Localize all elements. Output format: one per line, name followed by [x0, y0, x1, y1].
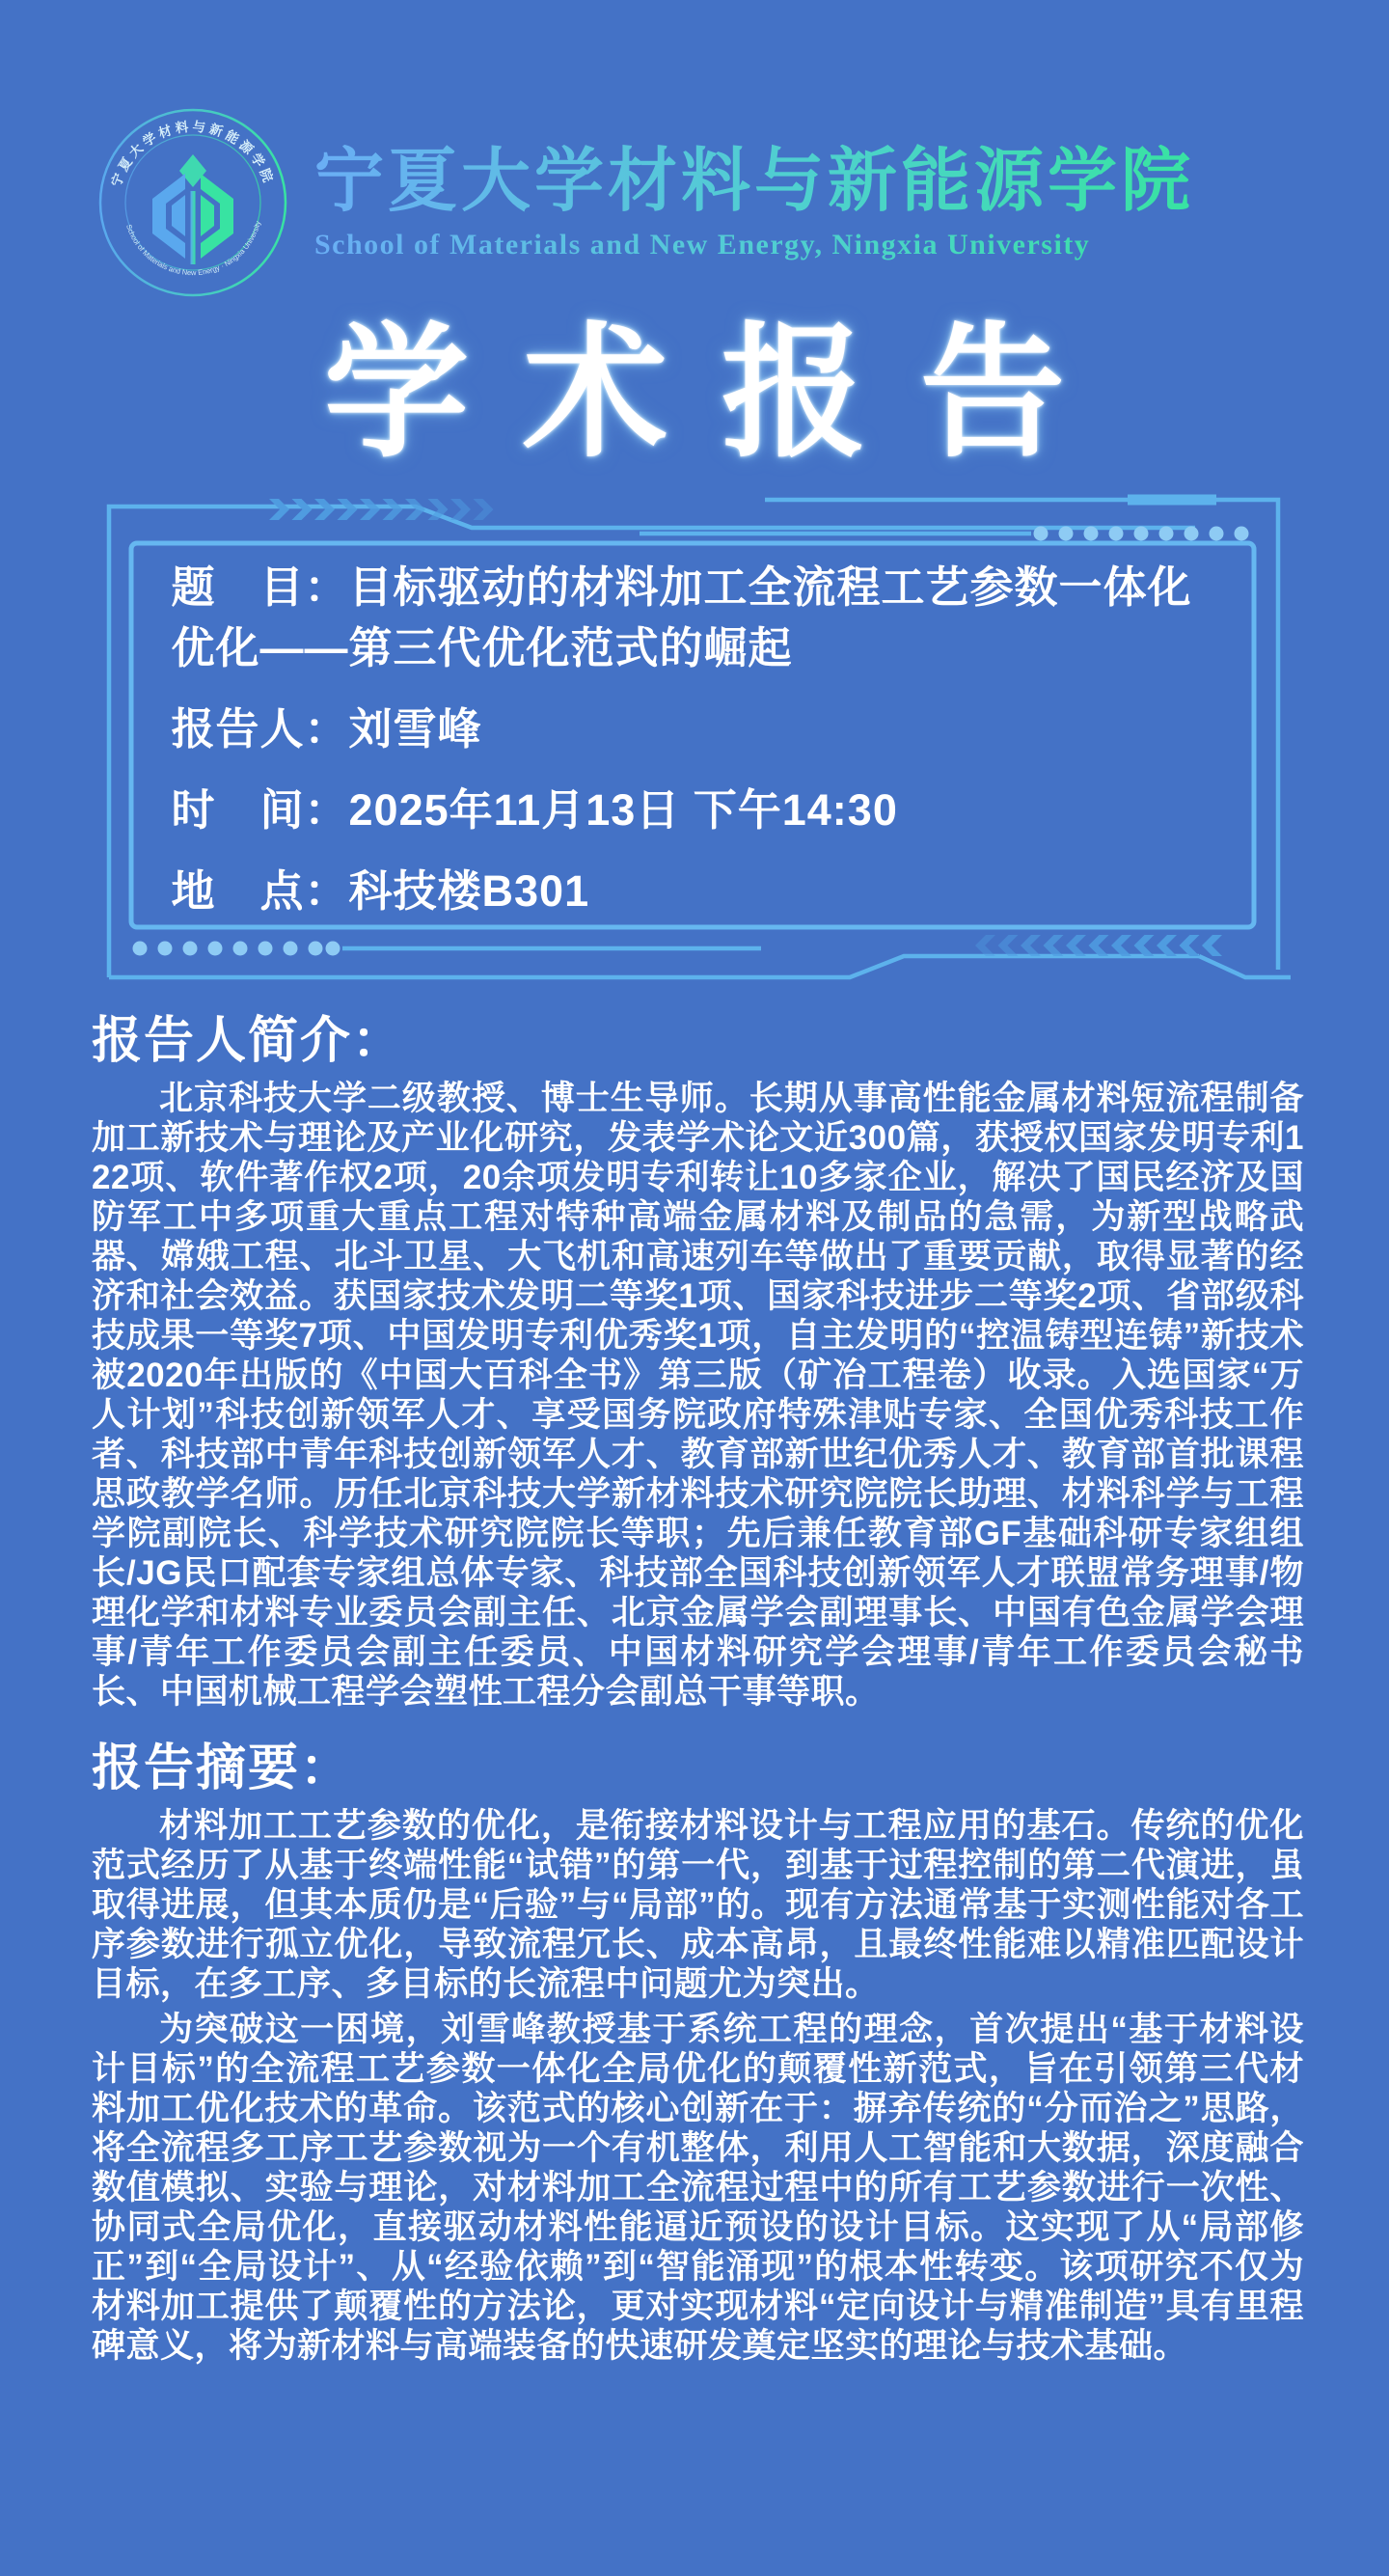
info-panel: [99, 487, 1291, 994]
chevron-left-icons: [975, 935, 1222, 956]
school-name-cn: 宁夏大学材料与新能源学院: [314, 143, 1195, 221]
info-row-speaker: [172, 699, 1219, 759]
info-row-time: [172, 780, 1219, 840]
location-label: 地 点：: [171, 866, 349, 916]
leaf-icon: [152, 154, 233, 264]
logo-ring-text-en: School of Materials and New Energy · Ningxia University: [124, 220, 262, 278]
abstract-paragraph-1: 材料加工工艺参数的优化，是衔接材料设计与工程应用的基石。传统的优化范式经历了从基于终端性能“试错”的第一代，到基于过程控制的第二代演进，虽取得进展，但其本质仍是“后验”与“局部”的。现有方法通常基于实测性能对各工序参数进行孤立优化，导致流程冗长、成本高昂，且最终性能难以精准匹配设计目标，在多工序、多目标的长流程中问题尤为突出。: [92, 1807, 1304, 2003]
bio-paragraph: 北京科技大学二级教授、博士生导师。长期从事高性能金属材料短流程制备加工新技术与理论及产业化研究，发表学术论文近300篇，获授权国家发明专利122项、软件著作权2项，20余项发明专利转让10多家企业，解决了国民经济及国防军工中多项重大重点工程对特种高端金属材料及制品的急需，为新型战略武器、嫦娥工程、北斗卫星、大飞机和高速列车等做出了重要贡献，取得显著的经济和社会效益。获国家技术发明二等奖1项、国家科技进步二等奖2项、省部级科技成果一等奖7项、中国发明专利优秀奖1项，自主发明的“控温铸型连铸”新技术被2020年出版的《中国大百科全书》第三版（矿冶工程卷）收录。入选国家“万人计划”科技创新领军人才、享受国务院政府特殊津贴专家、全国优秀科技工作者、科技部中青年科技创新领军人才、教育部新世纪优秀人才、教育部首批课程思政教学名师。历任北京科技大学新材料技术研究院院长助理、材料科学与工程学院副院长、科学技术研究院院长等职；先后兼任教育部GF基础科研专家组组长/JG民口配套专家组总体专家、科技部全国科技创新领军人才联盟常务理事/物理化学和材料专业委员会副主任、北京金属学会副理事长、中国有色金属学会理事/青年工作委员会副主任委员、中国材料研究学会理事/青年工作委员会秘书长、中国机械工程学会塑性工程分会副总干事等职。: [92, 1080, 1304, 1711]
school-names: [314, 144, 1194, 260]
speaker-value: 刘雪峰: [348, 704, 482, 754]
speaker-label: 报告人：: [171, 704, 349, 754]
topic-label: 题 目：: [171, 562, 349, 612]
poster-title: 学术报告: [323, 312, 1119, 474]
poster-background: [0, 106, 1389, 2576]
dot-line-bottom: [132, 942, 761, 956]
info-row-location: [172, 861, 1219, 921]
bio-section: [0, 1009, 1389, 1712]
bio-heading: 报告人简介：: [92, 1013, 405, 1069]
header: [96, 106, 1389, 299]
abstract-paragraph-2: 为突破这一困境，刘雪峰教授基于系统工程的理念，首次提出“基于材料设计目标”的全流程工艺参数一体化全局优化的颠覆性新范式，旨在引领第三代材料加工优化技术的革命。该范式的核心创新在于：摒弃传统的“分而治之”思路，将全流程多工序工艺参数视为一个有机整体，利用人工智能和大数据，深度融合数值模拟、实验与理论，对材料加工全流程过程中的所有工艺参数进行一次性、协同式全局优化，直接驱动材料性能逼近预设的设计目标。这实现了从“局部修正”到“全局设计”、从“经验依赖”到“智能涌现”的根本性转变。该项研究不仅为材料加工提供了颠覆性的方法论，更对实现材料“定向设计与精准制造”具有里程碑意义，将为新材料与高端装备的快速研发奠定坚实的理论与技术基础。: [92, 2011, 1304, 2365]
info-content: [172, 557, 1219, 921]
logo-ring-text-cn: 宁夏大学材料与新能源学院: [108, 119, 277, 189]
chevron-right-icons: [269, 499, 494, 520]
topic-value: 目标驱动的材料加工全流程工艺参数一体化优化——第三代优化范式的崛起: [171, 562, 1192, 672]
time-value: 2025年11月13日 下午14:30: [348, 785, 898, 835]
school-name-en: School of Materials and New Energy, Ningxia University: [314, 229, 1194, 261]
abstract-body: [92, 1806, 1304, 2366]
location-value: 科技楼B301: [348, 866, 590, 916]
school-logo: [96, 106, 289, 299]
abstract-section: [0, 1737, 1389, 2366]
bio-body: [92, 1079, 1304, 1712]
time-label: 时 间：: [171, 785, 349, 835]
info-row-topic: [172, 557, 1219, 678]
abstract-heading: 报告摘要：: [92, 1740, 353, 1796]
